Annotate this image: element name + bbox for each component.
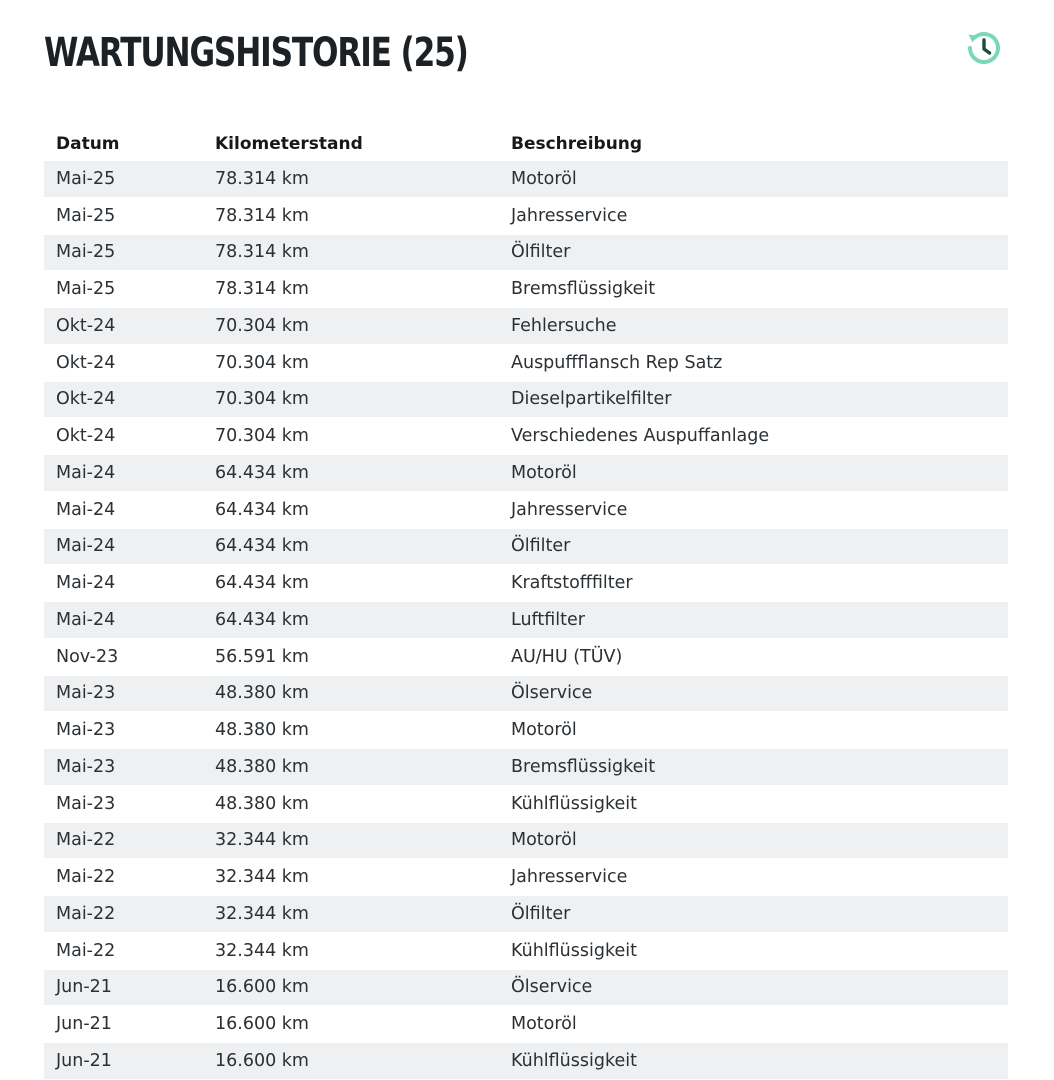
table-row[interactable] (44, 271, 1008, 308)
cell-mileage: 64.434 km (203, 528, 499, 565)
table-header-row (44, 127, 1008, 161)
cell-date: Mai-24 (44, 565, 203, 602)
cell-description: Motoröl (499, 1006, 1008, 1043)
cell-description: Motoröl (499, 712, 1008, 749)
cell-mileage: 70.304 km (203, 344, 499, 381)
cell-mileage: 48.380 km (203, 712, 499, 749)
cell-date: Jun-21 (44, 1043, 203, 1080)
cell-mileage: 78.314 km (203, 197, 499, 234)
cell-date: Mai-24 (44, 491, 203, 528)
cell-date: Mai-23 (44, 712, 203, 749)
cell-date: Nov-23 (44, 638, 203, 675)
cell-mileage: 48.380 km (203, 785, 499, 822)
cell-date: Mai-23 (44, 675, 203, 712)
cell-date: Mai-25 (44, 234, 203, 271)
table-row[interactable] (44, 675, 1008, 712)
table-row[interactable] (44, 969, 1008, 1006)
table-row[interactable] (44, 785, 1008, 822)
cell-mileage: 16.600 km (203, 1006, 499, 1043)
table-row[interactable] (44, 234, 1008, 271)
cell-description: Ölfilter (499, 528, 1008, 565)
page-header (44, 24, 1008, 84)
cell-description: Motoröl (499, 161, 1008, 197)
cell-mileage: 64.434 km (203, 602, 499, 639)
cell-description: Verschiedenes Auspuffanlage (499, 418, 1008, 455)
cell-description: Motoröl (499, 822, 1008, 859)
table-row[interactable] (44, 455, 1008, 492)
cell-mileage: 78.314 km (203, 161, 499, 197)
table-row[interactable] (44, 1006, 1008, 1043)
cell-description: Kraftstofffilter (499, 565, 1008, 602)
page-title: WARTUNGSHISTORIE (25) (44, 30, 468, 76)
cell-date: Mai-25 (44, 197, 203, 234)
table-row[interactable] (44, 896, 1008, 933)
table-row[interactable] (44, 528, 1008, 565)
table-row[interactable] (44, 638, 1008, 675)
cell-description: Jahresservice (499, 859, 1008, 896)
table-row[interactable] (44, 565, 1008, 602)
cell-mileage: 64.434 km (203, 455, 499, 492)
table-row[interactable] (44, 712, 1008, 749)
table-body (44, 161, 1008, 1079)
cell-date: Mai-22 (44, 859, 203, 896)
history-clock-icon (961, 25, 1007, 71)
table-row[interactable] (44, 491, 1008, 528)
cell-date: Okt-24 (44, 381, 203, 418)
cell-mileage: 48.380 km (203, 749, 499, 786)
cell-date: Okt-24 (44, 418, 203, 455)
cell-mileage: 56.591 km (203, 638, 499, 675)
cell-description: AU/HU (TÜV) (499, 638, 1008, 675)
cell-mileage: 64.434 km (203, 565, 499, 602)
column-header-date[interactable]: Datum (56, 134, 120, 154)
cell-mileage: 64.434 km (203, 491, 499, 528)
cell-date: Mai-24 (44, 528, 203, 565)
cell-date: Jun-21 (44, 969, 203, 1006)
cell-date: Mai-22 (44, 932, 203, 969)
cell-date: Mai-24 (44, 602, 203, 639)
cell-description: Bremsflüssigkeit (499, 271, 1008, 308)
maintenance-table-container (44, 127, 1008, 1080)
cell-description: Luftfilter (499, 602, 1008, 639)
cell-description: Kühlflüssigkeit (499, 1043, 1008, 1080)
cell-description: Jahresservice (499, 197, 1008, 234)
cell-mileage: 70.304 km (203, 308, 499, 345)
cell-mileage: 70.304 km (203, 381, 499, 418)
table-row[interactable] (44, 308, 1008, 345)
cell-date: Mai-24 (44, 455, 203, 492)
cell-mileage: 78.314 km (203, 234, 499, 271)
table-row[interactable] (44, 418, 1008, 455)
cell-description: Dieselpartikelfilter (499, 381, 1008, 418)
cell-description: Auspuffflansch Rep Satz (499, 344, 1008, 381)
table-row[interactable] (44, 161, 1008, 197)
cell-description: Ölfilter (499, 896, 1008, 933)
table-row[interactable] (44, 197, 1008, 234)
cell-mileage: 32.344 km (203, 822, 499, 859)
cell-date: Jun-21 (44, 1006, 203, 1043)
cell-date: Mai-25 (44, 161, 203, 197)
cell-description: Kühlflüssigkeit (499, 785, 1008, 822)
cell-date: Mai-23 (44, 749, 203, 786)
cell-description: Motoröl (499, 455, 1008, 492)
cell-description: Jahresservice (499, 491, 1008, 528)
cell-date: Mai-23 (44, 785, 203, 822)
cell-mileage: 32.344 km (203, 932, 499, 969)
table-row[interactable] (44, 822, 1008, 859)
cell-date: Mai-25 (44, 271, 203, 308)
cell-mileage: 16.600 km (203, 1043, 499, 1080)
cell-description: Ölservice (499, 969, 1008, 1006)
table-row[interactable] (44, 381, 1008, 418)
table-row[interactable] (44, 749, 1008, 786)
table-row[interactable] (44, 932, 1008, 969)
table-row[interactable] (44, 344, 1008, 381)
cell-mileage: 16.600 km (203, 969, 499, 1006)
cell-description: Kühlflüssigkeit (499, 932, 1008, 969)
cell-description: Ölfilter (499, 234, 1008, 271)
cell-mileage: 32.344 km (203, 859, 499, 896)
history-button[interactable] (960, 24, 1008, 72)
table-row[interactable] (44, 602, 1008, 639)
cell-mileage: 48.380 km (203, 675, 499, 712)
cell-date: Mai-22 (44, 896, 203, 933)
cell-mileage: 32.344 km (203, 896, 499, 933)
maintenance-history-table (44, 127, 1008, 1080)
cell-mileage: 78.314 km (203, 271, 499, 308)
column-header-description[interactable]: Beschreibung (511, 134, 643, 154)
cell-date: Okt-24 (44, 308, 203, 345)
cell-description: Fehlersuche (499, 308, 1008, 345)
cell-date: Mai-22 (44, 822, 203, 859)
cell-mileage: 70.304 km (203, 418, 499, 455)
column-header-mileage[interactable]: Kilometerstand (215, 134, 363, 154)
cell-description: Bremsflüssigkeit (499, 749, 1008, 786)
cell-date: Okt-24 (44, 344, 203, 381)
table-row[interactable] (44, 1043, 1008, 1080)
table-row[interactable] (44, 859, 1008, 896)
cell-description: Ölservice (499, 675, 1008, 712)
